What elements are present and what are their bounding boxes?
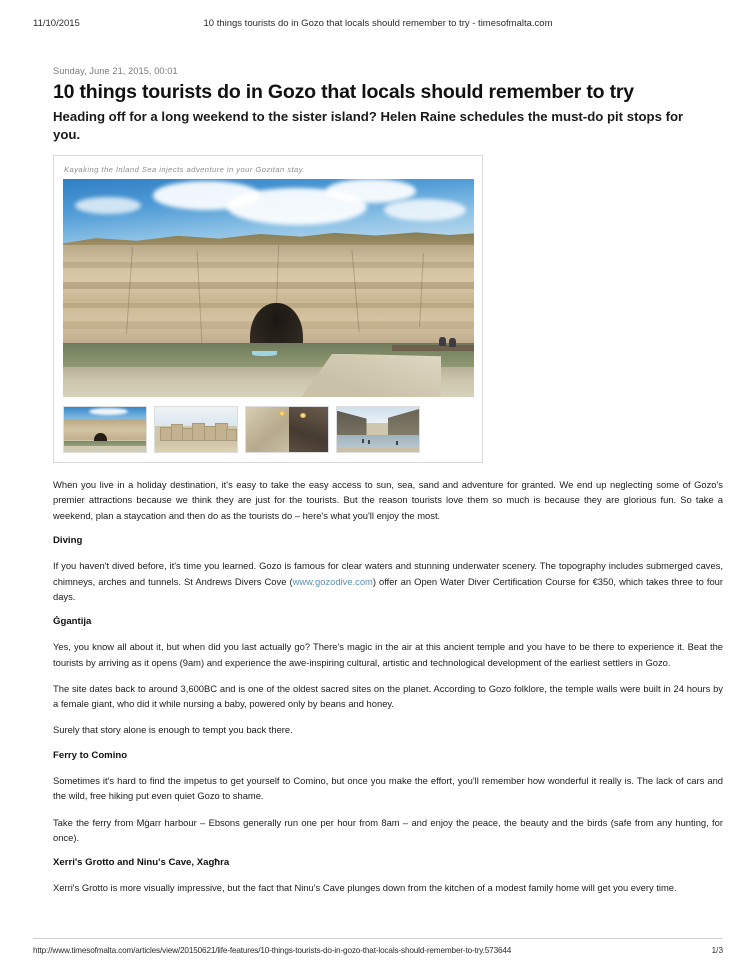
article-body: [53, 477, 723, 895]
footer-divider: [33, 938, 723, 939]
article-standfirst: Heading off for a long weekend to the sister island? Helen Raine schedules the must-do pit stops for you.: [53, 109, 684, 142]
thumbnail-2[interactable]: [154, 406, 238, 453]
thumb-cave-wall-right: [289, 407, 328, 452]
cloud-icon: [75, 197, 141, 214]
print-header-date: 11/10/2015: [33, 18, 80, 29]
thumb-ground: [155, 443, 237, 452]
gozodive-link[interactable]: www.gozodive.com: [292, 575, 373, 587]
lamp-icon: [300, 413, 306, 418]
hero-jetty: [392, 345, 474, 351]
page-title: 10 things tourists do in Gozo that locals should remember to try: [53, 81, 634, 103]
hero-image-caption: Kayaking the Inland Sea injects adventure in your Gozitan stay.: [64, 165, 305, 175]
body-paragraph: The site dates back to around 3,600BC and is one of the oldest sacred sites on the planet. According to Gozo folklore, the temple walls were built in 24 hours by a female giant, who did it while nursing a baby, powered only by beans and honey.: [53, 682, 723, 710]
thumb-shore: [64, 446, 146, 452]
body-paragraph: Take the ferry from Mġarr harbour – Ebsons generally run one per hour from 8am – and enjoy the peace, the beauty and the birds (safe from any hunting, for once).: [53, 816, 723, 843]
thumbnail-4[interactable]: [336, 406, 420, 453]
paragraph-text: If you haven't dived before, it's time you learned. Gozo is famous for clear waters and stunning underwater scenery. The topography includes submerged caves, chimneys, arches and tunnels. St Andrews Divers Cove (: [53, 560, 723, 587]
thumb-water: [337, 435, 419, 448]
hero-image[interactable]: [63, 179, 474, 397]
print-footer-page-number: 1/3: [711, 946, 723, 955]
body-paragraph: Surely that story alone is enough to tempt you back there.: [53, 724, 293, 736]
section-heading: Ferry to Comino: [53, 749, 128, 761]
print-footer-url: http://www.timesofmalta.com/articles/view/20150621/life-features/10-things-tourists-do-in-gozo-that-locals-should-remember-to-try.573644: [33, 946, 512, 955]
body-paragraph: [53, 558, 723, 604]
print-header: [0, 18, 756, 32]
thumb-person: [368, 440, 370, 444]
article-publish-date: Sunday, June 21, 2015, 00:01: [53, 66, 178, 76]
thumb-person: [362, 439, 364, 443]
body-paragraph: When you live in a holiday destination, it's easy to take the easy access to sun, sea, sand and adventure for granted. We end up neglecting some of Gozo's premier attractions because we think they are just for the tourists. But the reason tourists love them so much is because they are glorious fun. So take a weekend, plan a staycation and then do as the tourists do – here's what you'll enjoy the most.: [53, 479, 723, 521]
hero-strata: [63, 262, 474, 268]
article-container: [53, 66, 723, 907]
body-paragraph: Sometimes it's hard to find the impetus to get yourself to Comino, but once you make the effort, you'll remember how wonderful it really is. The lack of cars and the wild, free hiking put even quiet Gozo to shame.: [53, 775, 723, 802]
body-paragraph: Yes, you know all about it, but when did you last actually go? There's magic in the air at this ancient temple and you have to be there to experience it. Beat the tourists by arriving as it opens (9am) and experience the awe-inspiring cultural, artistic and technological development of the earliest settlers in Gozo.: [53, 641, 723, 668]
lamp-icon: [279, 411, 285, 416]
print-footer: [33, 944, 723, 960]
print-header-title: 10 things tourists do in Gozo that locals should remember to try - timesofmalta.com: [203, 18, 553, 29]
thumbnail-strip: [63, 406, 473, 453]
paragraph-text: ) offer an Open Water Diver Certification Course for €350, which takes three to four days.: [53, 575, 723, 602]
media-gallery: [53, 155, 483, 463]
thumb-person: [396, 441, 398, 445]
hero-boat: [252, 351, 277, 356]
hero-person: [439, 337, 446, 346]
section-heading: Diving: [53, 534, 83, 546]
hero-strata: [63, 282, 474, 289]
hero-person: [449, 338, 456, 347]
section-heading: Xerri's Grotto and Ninu's Cave, Xagħra: [53, 856, 230, 868]
cloud-icon: [384, 199, 466, 221]
thumb-stone-block: [226, 429, 237, 441]
thumbnail-1[interactable]: [63, 406, 147, 453]
thumbnail-3[interactable]: [245, 406, 329, 453]
thumb-sand: [337, 447, 419, 452]
body-paragraph: Xerri's Grotto is more visually impressive, but the fact that Ninu's Cave plunges down from the kitchen of a modest family home will get you every time.: [53, 882, 677, 894]
section-heading: Ġgantija: [53, 616, 92, 628]
